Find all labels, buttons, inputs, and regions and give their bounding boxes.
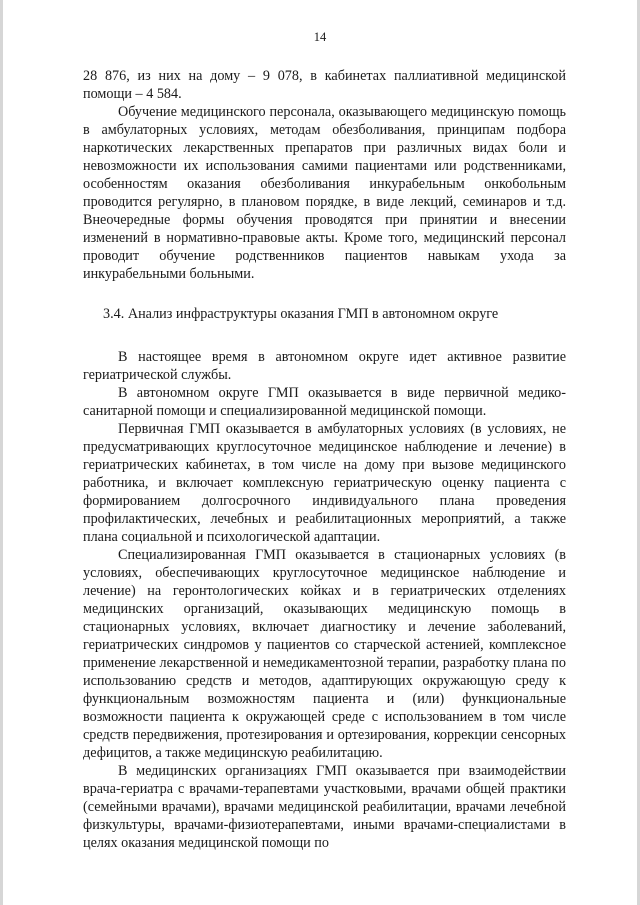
paragraph-specialized-care: Специализированная ГМП оказывается в стационарных условиях (в условиях, обеспечивающих круглосуточное медицинское наблюдение и лечение) на геронтологических койках и в гериатрических отделениях медицинских организаций, оказывающих медицинскую помощь в стационарных условиях, включает диагностику и лечение заболеваний, гериатрических синдромов у пациентов со старческой астенией, комплексное применение лекарственной и немедикаментозной терапии, разработку плана по использованию средств и методов, адаптирующих окружающую среду к функциональным возможностям пациента и (или) функциональные возможности пациента к окружающей среде с использованием в том числе средств передвижения, протезирования и ортезирования, коррекции сенсорных дефицитов, а также медицинскую реабилитацию.	[83, 547, 566, 761]
page-edge-left	[0, 0, 3, 905]
paragraph-geriatric-development: В настоящее время в автономном округе идет активное развитие гериатрической службы.	[83, 349, 566, 383]
paragraph-staff-training: Обучение медицинского персонала, оказывающего медицинскую помощь в амбулаторных условиях, методам обезболивания, принципам подбора наркотических лекарственных препаратов при различных видах боли и невозможности их использования самими пациентами или родственниками, особенностям оказания обезболивания инкурабельным онкобольным проводится регулярно, в плановом порядке, в виде лекций, семинаров и т.д. Внеочередные формы обучения проводятся при принятии и внесении изменений в нормативно-правовые акты. Кроме того, медицинский персонал проводит обучение родственников пациентов навыкам ухода за инкурабельными больными.	[83, 104, 566, 282]
paragraph-forms-of-care: В автономном округе ГМП оказывается в виде первичной медико-санитарной помощи и специализированной медицинской помощи.	[83, 385, 566, 419]
paragraph-primary-care: Первичная ГМП оказывается в амбулаторных условиях (в условиях, не предусматривающих круглосуточное медицинское наблюдение и лечение) в гериатрических кабинетах, в том числе на дому при вызове медицинского работника, и включает комплексную гериатрическую оценку пациента с формированием долгосрочного индивидуального плана проведения профилактических, лечебных и реабилитационных мероприятий, а также плана социальной и психологической адаптации.	[83, 421, 566, 545]
document-body	[83, 67, 566, 852]
page-number: 14	[313, 30, 327, 44]
section-heading: 3.4. Анализ инфраструктуры оказания ГМП в автономном округе	[103, 306, 499, 322]
paragraph-continuation: 28 876, из них на дому – 9 078, в кабинетах паллиативной медицинской помощи – 4 584.	[83, 68, 566, 102]
paragraph-interaction: В медицинских организациях ГМП оказывается при взаимодействии врача-гериатра с врачами-терапевтами участковыми, врачами общей практики (семейными врачами), врачами медицинской реабилитации, врачами лечебной физкультуры, врачами-физиотерапевтами, иными врачами-специалистами в целях оказания медицинской помощи по	[83, 763, 566, 851]
